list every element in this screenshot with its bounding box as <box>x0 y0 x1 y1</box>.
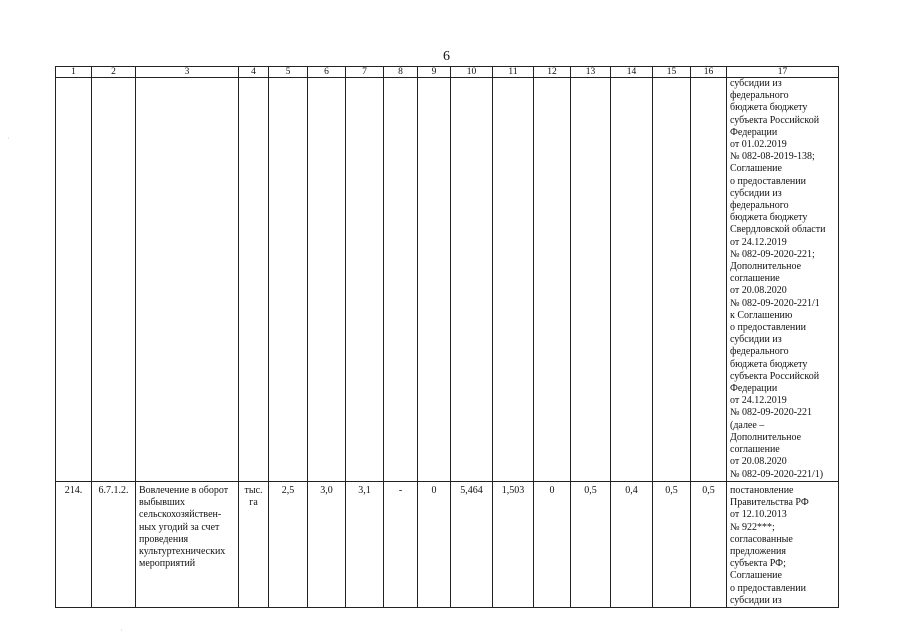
scan-speck: · <box>7 134 10 143</box>
value-col11: 1,503 <box>493 482 534 608</box>
cell-empty <box>451 78 493 482</box>
col-header-9: 9 <box>418 67 451 78</box>
cell-empty <box>653 78 691 482</box>
table-row <box>56 78 839 482</box>
indicator-name: Вовлечение в оборот выбывших сельскохозяйствен- ных угодий за счет проведения культуртехнических мероприятий <box>136 482 239 608</box>
cell-empty <box>384 78 418 482</box>
col-header-11: 11 <box>493 67 534 78</box>
scan-speck: · <box>120 626 123 635</box>
cell-empty <box>611 78 653 482</box>
col-header-15: 15 <box>653 67 691 78</box>
col-header-3: 3 <box>136 67 239 78</box>
col-header-10: 10 <box>451 67 493 78</box>
cell-empty <box>534 78 571 482</box>
cell-empty <box>346 78 384 482</box>
unit-cell: тыс. га <box>239 482 269 608</box>
col-header-12: 12 <box>534 67 571 78</box>
cell-empty <box>308 78 346 482</box>
col-header-17: 17 <box>727 67 839 78</box>
header-row <box>56 67 839 78</box>
col-header-4: 4 <box>239 67 269 78</box>
col-header-8: 8 <box>384 67 418 78</box>
col-header-6: 6 <box>308 67 346 78</box>
col-header-14: 14 <box>611 67 653 78</box>
value-col8: - <box>384 482 418 608</box>
col-header-5: 5 <box>269 67 308 78</box>
value-col10: 5,464 <box>451 482 493 608</box>
value-col15: 0,5 <box>653 482 691 608</box>
value-col6: 3,0 <box>308 482 346 608</box>
value-col13: 0,5 <box>571 482 611 608</box>
col-header-7: 7 <box>346 67 384 78</box>
value-col9: 0 <box>418 482 451 608</box>
row-number: 214. <box>56 482 92 608</box>
cell-empty <box>269 78 308 482</box>
page-number: 6 <box>443 49 450 64</box>
cell-empty <box>493 78 534 482</box>
cell-empty <box>691 78 727 482</box>
budget-table <box>55 66 839 608</box>
value-col12: 0 <box>534 482 571 608</box>
legal-basis-cell: постановление Правительства РФ от 12.10.2013 № 922***; согласованные предложения субъекта РФ; Соглашение о предоставлении субсидии из <box>727 482 839 608</box>
cell-empty <box>136 78 239 482</box>
col-header-13: 13 <box>571 67 611 78</box>
col-header-1: 1 <box>56 67 92 78</box>
item-code: 6.7.1.2. <box>92 482 136 608</box>
col-header-16: 16 <box>691 67 727 78</box>
cell-empty <box>571 78 611 482</box>
value-col7: 3,1 <box>346 482 384 608</box>
legal-basis-cell: субсидии из федерального бюджета бюджету субъекта Российской Федерации от 01.02.2019 № 082-08-2019-138; Соглашение о предоставлении субсидии из федерального бюджета бюджету Свердловской области от 24.12.2019 № 082-09-2020-221; Дополнительное соглашение от 20.08.2020 № 082-09-2020-221/1 к Соглашению о предоставлении субсидии из федерального бюджета бюджету субъекта Российской Федерации от 24.12.2019 № 082-09-2020-221 (далее – Дополнительное соглашение от 20.08.2020 № 082-09-2020-221/1) <box>727 78 839 482</box>
cell-empty <box>418 78 451 482</box>
cell-empty <box>92 78 136 482</box>
col-header-2: 2 <box>92 67 136 78</box>
table-row <box>56 482 839 608</box>
cell-empty <box>239 78 269 482</box>
value-col14: 0,4 <box>611 482 653 608</box>
value-col5: 2,5 <box>269 482 308 608</box>
value-col16: 0,5 <box>691 482 727 608</box>
cell-empty <box>56 78 92 482</box>
